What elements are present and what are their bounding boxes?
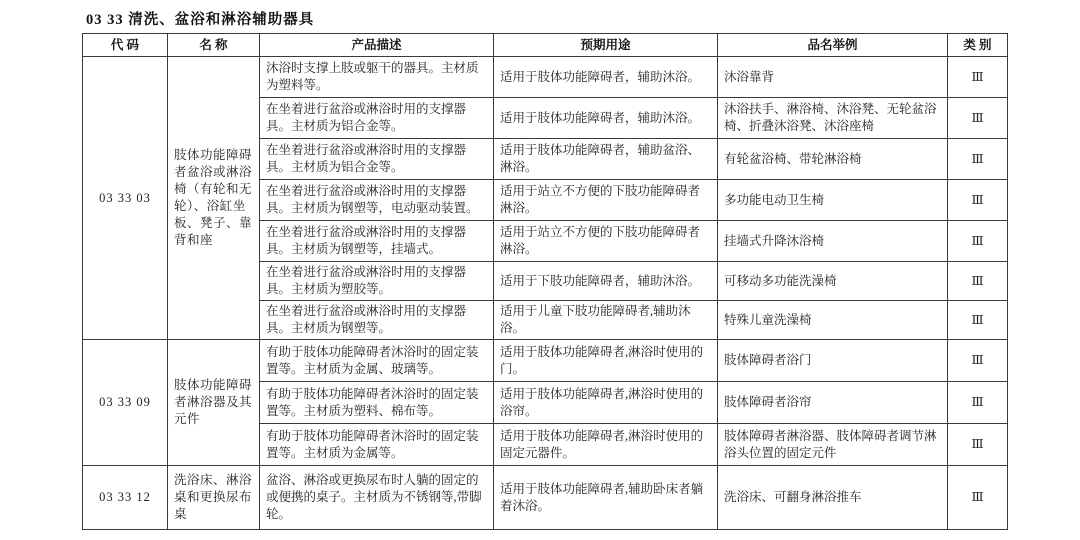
name-cell: 洗浴床、淋浴桌和更换尿布桌 [168,466,260,530]
examples-cell: 有轮盆浴椅、带轮淋浴椅 [718,139,948,180]
category-cell: Ⅲ [948,262,1008,301]
use-cell: 适用于站立不方便的下肢功能障碍者淋浴。 [494,221,718,262]
header-name: 名 称 [168,34,260,57]
description-cell: 在坐着进行盆浴或淋浴时用的支撑器具。主材质为钢塑等，电动驱动装置。 [260,180,494,221]
category-cell: Ⅲ [948,98,1008,139]
examples-cell: 可移动多功能洗澡椅 [718,262,948,301]
examples-cell: 肢体障碍者淋浴器、肢体障碍者调节淋浴头位置的固定元件 [718,424,948,466]
category-cell: Ⅲ [948,340,1008,382]
examples-cell: 肢体障碍者浴门 [718,340,948,382]
header-row [83,34,1008,57]
examples-cell: 沐浴靠背 [718,57,948,98]
examples-cell: 挂墙式升降沐浴椅 [718,221,948,262]
header-description: 产品描述 [260,34,494,57]
table-row [83,57,1008,98]
description-cell: 在坐着进行盆浴或淋浴时用的支撑器具。主材质为钢塑等。 [260,301,494,340]
code-cell: 03 33 12 [83,466,168,530]
category-cell: Ⅲ [948,382,1008,424]
table-row [83,466,1008,530]
name-cell: 肢体功能障碍者盆浴或淋浴椅（有轮和无轮）、浴缸坐板、凳子、靠背和座 [168,57,260,340]
header-code: 代 码 [83,34,168,57]
use-cell: 适用于站立不方便的下肢功能障碍者淋浴。 [494,180,718,221]
category-cell: Ⅲ [948,221,1008,262]
use-cell: 适用于肢体功能障碍者，辅助盆浴、淋浴。 [494,139,718,180]
header-category: 类 别 [948,34,1008,57]
description-cell: 在坐着进行盆浴或淋浴时用的支撑器具。主材质为钢塑等，挂墙式。 [260,221,494,262]
examples-cell: 洗浴床、可翻身淋浴推车 [718,466,948,530]
catalog-table [82,33,1008,530]
category-cell: Ⅲ [948,57,1008,98]
category-cell: Ⅲ [948,301,1008,340]
use-cell: 适用于儿童下肢功能障碍者,辅助沐浴。 [494,301,718,340]
description-cell: 沐浴时支撑上肢或躯干的器具。主材质为塑料等。 [260,57,494,98]
examples-cell: 特殊儿童洗澡椅 [718,301,948,340]
description-cell: 在坐着进行盆浴或淋浴时用的支撑器具。主材质为铝合金等。 [260,98,494,139]
use-cell: 适用于肢体功能障碍者,淋浴时使用的浴帘。 [494,382,718,424]
examples-cell: 沐浴扶手、淋浴椅、沐浴凳、无轮盆浴椅、折叠沐浴凳、沐浴座椅 [718,98,948,139]
use-cell: 适用于肢体功能障碍者，辅助沐浴。 [494,98,718,139]
examples-cell: 肢体障碍者浴帘 [718,382,948,424]
description-cell: 在坐着进行盆浴或淋浴时用的支撑器具。主材质为塑胶等。 [260,262,494,301]
code-cell: 03 33 09 [83,340,168,466]
description-cell: 在坐着进行盆浴或淋浴时用的支撑器具。主材质为铝合金等。 [260,139,494,180]
description-cell: 有助于肢体功能障碍者沐浴时的固定装置等。主材质为金属等。 [260,424,494,466]
use-cell: 适用于肢体功能障碍者,淋浴时使用的固定元器件。 [494,424,718,466]
name-cell: 肢体功能障碍者淋浴器及其元件 [168,340,260,466]
description-cell: 盆浴、淋浴或更换尿布时人躺的固定的或便携的桌子。主材质为不锈钢等,带脚轮。 [260,466,494,530]
header-examples: 品名举例 [718,34,948,57]
category-cell: Ⅲ [948,180,1008,221]
use-cell: 适用于肢体功能障碍者，辅助沐浴。 [494,57,718,98]
examples-cell: 多功能电动卫生椅 [718,180,948,221]
category-cell: Ⅲ [948,466,1008,530]
description-cell: 有助于肢体功能障碍者沐浴时的固定装置等。主材质为金属、玻璃等。 [260,340,494,382]
use-cell: 适用于肢体功能障碍者,淋浴时使用的门。 [494,340,718,382]
section-title: 03 33 清洗、盆浴和淋浴辅助器具 [86,12,315,28]
table-row [83,340,1008,382]
category-cell: Ⅲ [948,424,1008,466]
header-intended-use: 预期用途 [494,34,718,57]
use-cell: 适用于肢体功能障碍者,辅助卧床者躺着沐浴。 [494,466,718,530]
category-cell: Ⅲ [948,139,1008,180]
code-cell: 03 33 03 [83,57,168,340]
use-cell: 适用于下肢功能障碍者，辅助沐浴。 [494,262,718,301]
description-cell: 有助于肢体功能障碍者沐浴时的固定装置等。主材质为塑料、棉布等。 [260,382,494,424]
